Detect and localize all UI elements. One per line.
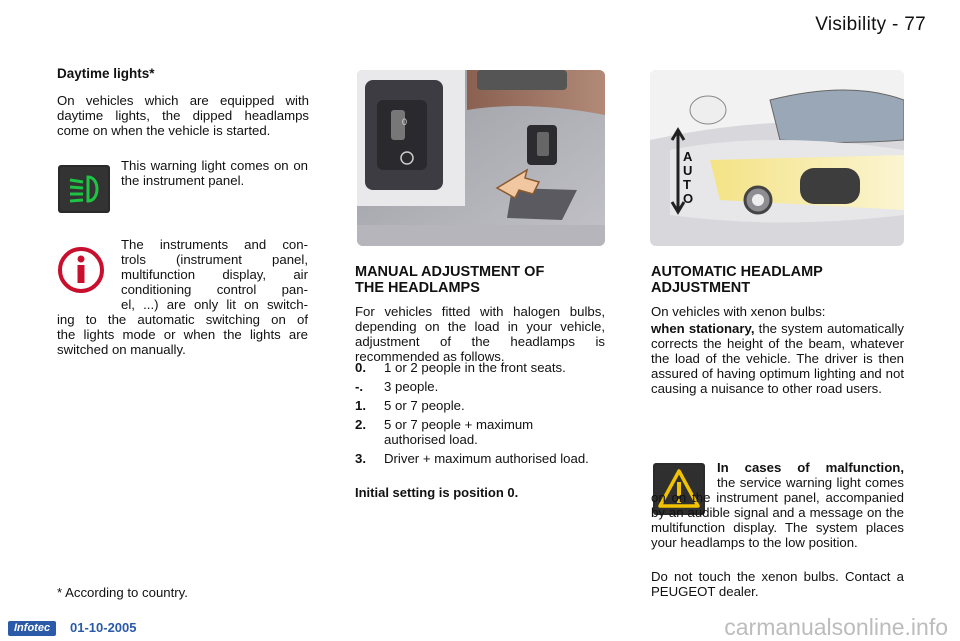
automatic-intro: On vehicles with xenon bulbs:: [651, 304, 826, 319]
info-line-4: conditioning control pan-: [121, 282, 308, 297]
list-item-text: 3 people.: [384, 379, 439, 394]
daytime-intro: On vehicles which are equipped with daytime lights, the dipped headlamps come on when the vehicle is started.: [57, 93, 309, 138]
info-line-8: switched on manually.: [57, 342, 186, 357]
list-item: [355, 451, 605, 466]
dipped-beam-warning-icon: [58, 165, 110, 213]
list-item: [355, 360, 605, 375]
info-line-5: el, ...) are only lit on switch-: [121, 297, 308, 312]
xenon-headlamp-photo: [650, 70, 904, 246]
info-line-2: trols (instrument panel,: [121, 252, 308, 267]
malfunction-bold: In cases of malfunction,: [717, 460, 904, 475]
list-item: [355, 398, 605, 413]
info-icon: [57, 246, 105, 294]
list-item-num: 1.: [355, 398, 366, 413]
infotec-logo: Infotec: [8, 621, 56, 636]
list-item-text: 1 or 2 people in the front seats.: [384, 360, 566, 375]
list-item-num: 3.: [355, 451, 366, 466]
stationary-rest: the system automatically corrects the height of the beam, whatever the load of the vehicle. The driver is then assured of having optimum lighting and not causing a nuisance to other road users.: [651, 321, 904, 396]
info-line-1: The instruments and con-: [121, 237, 308, 252]
headlamp-adjustment-photo: [357, 70, 605, 246]
manual-heading-line-1: MANUAL ADJUSTMENT OF: [355, 264, 545, 280]
load-setting-list: [355, 360, 605, 470]
info-line-7: the lights mode or when the lights are: [57, 327, 308, 342]
page-title: Visibility - 77: [815, 14, 926, 35]
warning-light-text: This warning light comes on on the instrument panel.: [121, 158, 308, 188]
list-item: [355, 379, 605, 394]
initial-setting-note: Initial setting is position 0.: [355, 485, 519, 500]
list-item-num: 0.: [355, 360, 366, 375]
list-item-num: -.: [355, 379, 364, 394]
list-item-text: 5 or 7 people + maximum authorised load.: [384, 417, 534, 447]
auto-label: [683, 150, 693, 206]
daytime-heading: Daytime lights*: [57, 66, 155, 81]
list-item-text: Driver + maximum authorised load.: [384, 451, 589, 466]
svg-text:0: 0: [402, 117, 408, 127]
info-line-6: ing to the automatic switching on of: [57, 312, 308, 327]
list-item-num: 2.: [355, 417, 366, 432]
list-item: [355, 417, 605, 447]
xenon-note: Do not touch the xenon bulbs. Contact a PEUGEOT dealer.: [651, 569, 904, 599]
automatic-heading-line-2: ADJUSTMENT: [651, 280, 751, 296]
print-date: 01-10-2005: [70, 620, 137, 635]
manual-intro: For vehicles fitted with halogen bulbs, depending on the load in your vehicle, adjustment of the headlamps is recommended as follows.: [355, 304, 605, 364]
auto-label-text: AUTO: [683, 149, 694, 206]
info-line-3: multifunction display, air: [121, 267, 308, 282]
automatic-heading-line-1: AUTOMATIC HEADLAMP: [651, 264, 823, 280]
malfunction-paragraph: the service warning light comes on on the instrument panel, accompanied by an audible signal and a message on the multifunction display. The system places your headlamps to the low position.: [651, 475, 904, 550]
automatic-adjustment-heading: [651, 264, 823, 296]
manual-heading-line-2: THE HEADLAMPS: [355, 280, 480, 296]
watermark: carmanualsonline.info: [724, 614, 948, 640]
list-item-text: 5 or 7 people.: [384, 398, 465, 413]
stationary-paragraph: [651, 321, 904, 396]
manual-adjustment-heading: [355, 264, 544, 296]
stationary-bold: when stationary,: [651, 321, 755, 336]
footnote: * According to country.: [57, 585, 188, 600]
